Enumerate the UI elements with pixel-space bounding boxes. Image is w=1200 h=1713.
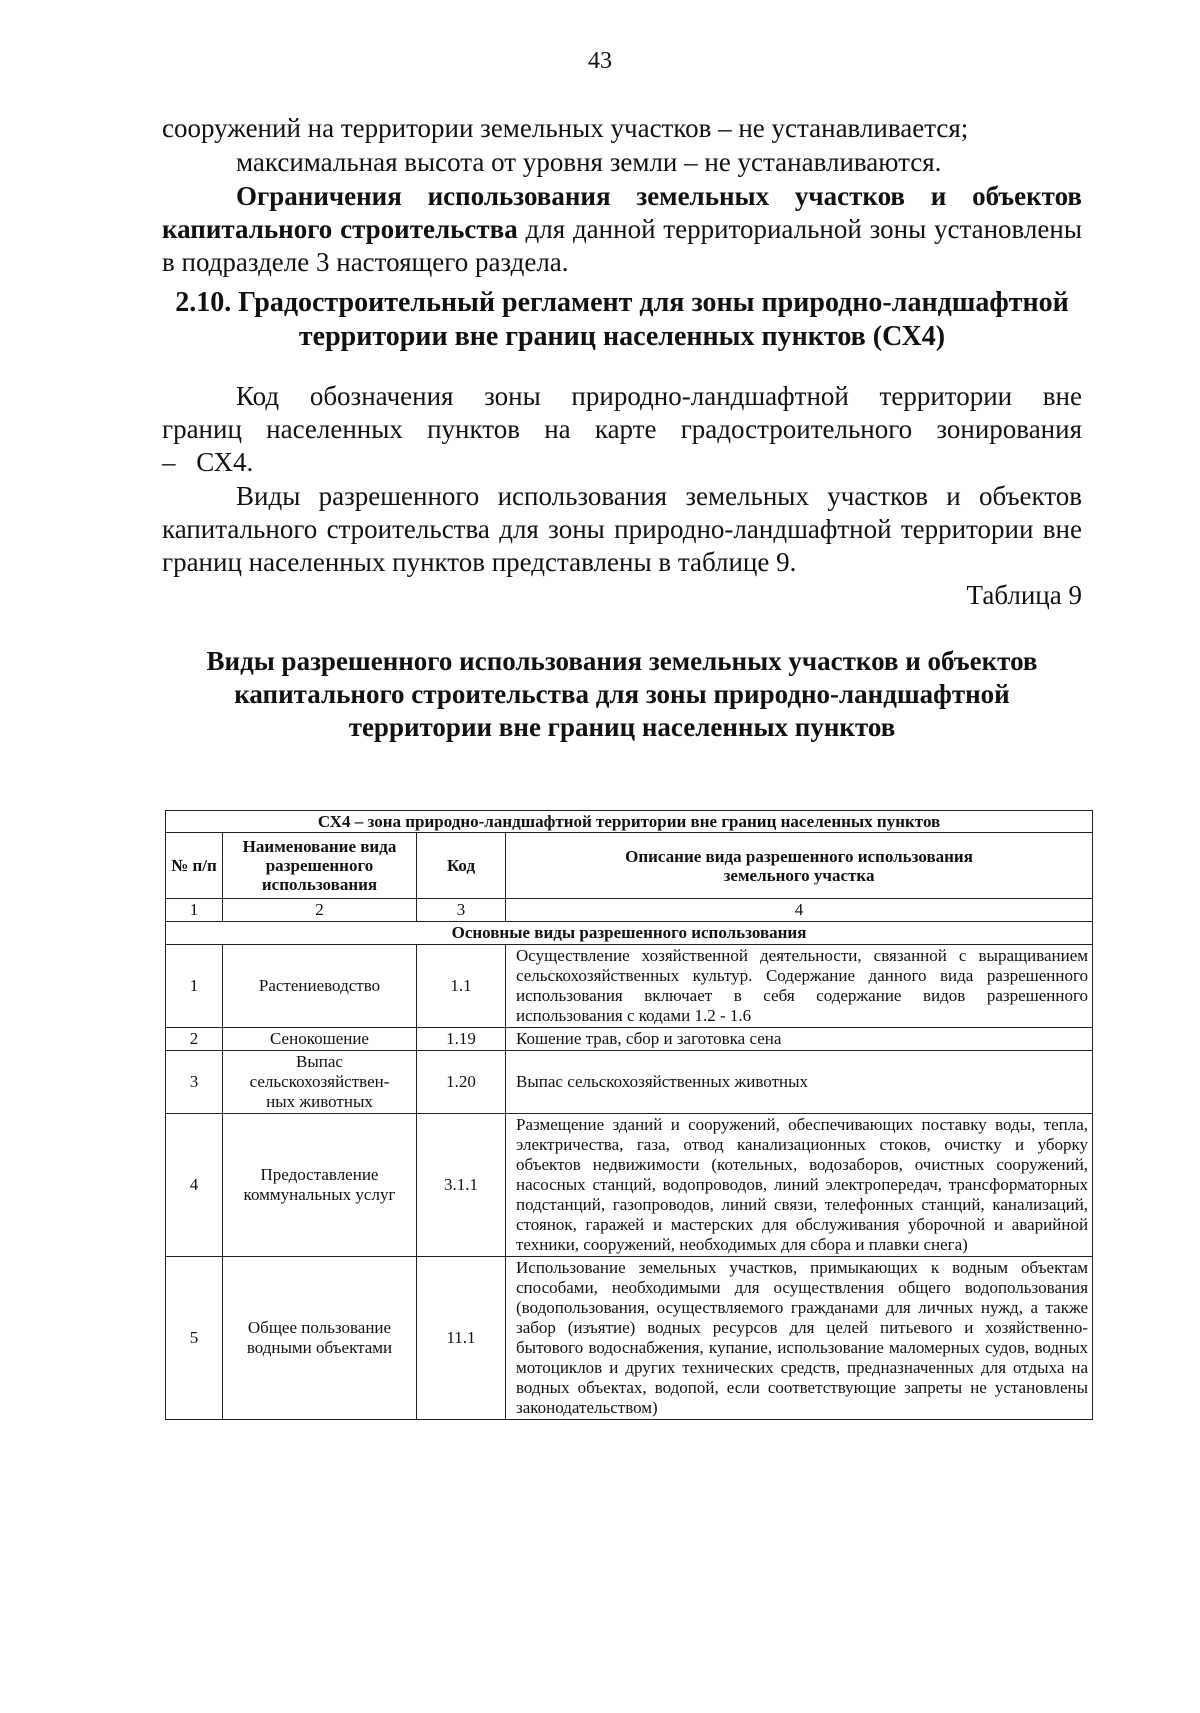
table-header-row bbox=[166, 833, 1093, 899]
col-number: 4 bbox=[506, 899, 1093, 922]
header-desc: Описание вида разрешенного использования земельного участка bbox=[506, 833, 1093, 899]
row-num: 3 bbox=[166, 1051, 223, 1114]
row-num: 5 bbox=[166, 1257, 223, 1420]
row-code: 11.1 bbox=[417, 1257, 506, 1420]
intro-line-1: сооружений на территории земельных участков – не устанавливается; bbox=[162, 113, 969, 143]
col-number: 3 bbox=[417, 899, 506, 922]
row-name: Растениеводство bbox=[223, 945, 417, 1028]
table-row bbox=[166, 1257, 1093, 1420]
row-code: 3.1.1 bbox=[417, 1114, 506, 1257]
table-row bbox=[166, 1028, 1093, 1051]
col-number: 1 bbox=[166, 899, 223, 922]
section-row-label: Основные виды разрешенного использования bbox=[166, 922, 1093, 945]
section-heading-line-2: территории вне границ населенных пунктов (СХ4) bbox=[298, 321, 946, 352]
table-row bbox=[166, 1114, 1093, 1257]
row-desc: Осуществление хозяйственной деятельности, связанной с выращиванием сельскохозяйственных культур. Содержание данного вида разрешенного использования включает в себя содержание видов разрешенного использования с кодами 1.2 - 1.6 bbox=[506, 945, 1093, 1028]
zone-code-paragraph: Код обозначения зоны природно-ландшафтной территории вне границ населенных пунктов на карте градостроительного зонирования – СХ4. bbox=[162, 381, 1082, 477]
row-name: Общее пользование водными объектами bbox=[223, 1257, 417, 1420]
section-heading-line-1: 2.10. Градостроительный регламент для зоны природно-ландшафтной bbox=[175, 287, 1069, 318]
table-title: Виды разрешенного использования земельных участков и объектов капитального строительства для зоны природно-ландшафтной территории вне границ населенных пунктов bbox=[206, 646, 1038, 742]
page-number: 43 bbox=[588, 48, 612, 74]
restrictions-bold-text: Ограничения использования земельных участков и объектов капитального строительства bbox=[162, 181, 1082, 244]
table-row bbox=[166, 945, 1093, 1028]
row-num: 1 bbox=[166, 945, 223, 1028]
column-number-row bbox=[166, 899, 1093, 922]
row-num: 4 bbox=[166, 1114, 223, 1257]
table-caption: СХ4 – зона природно-ландшафтной территории вне границ населенных пунктов bbox=[166, 811, 1093, 833]
col-number: 2 bbox=[223, 899, 417, 922]
row-code: 1.1 bbox=[417, 945, 506, 1028]
section-heading bbox=[162, 286, 1082, 354]
regulation-table bbox=[165, 810, 1093, 1420]
header-num: № п/п bbox=[166, 833, 223, 899]
row-desc: Кошение трав, сбор и заготовка сена bbox=[506, 1028, 1093, 1051]
row-name: Выпас сельскохозяйствен-ных животных bbox=[223, 1051, 417, 1114]
restrictions-text: для данной территориальной зоны установлены в подразделе 3 настоящего раздела. bbox=[162, 214, 1082, 277]
table-caption-row bbox=[166, 811, 1093, 833]
row-desc: Размещение зданий и сооружений, обеспечивающих поставку воды, тепла, электричества, газа, отвод канализационных стоков, очистку и уборку объектов недвижимости (котельных, водозаборов, очистных сооружений, насосных станций, водопроводов, линий электропередач, трансформаторных подстанций, газопроводов, линий связи, телефонных станций, канализаций, стоянок, гаражей и мастерских для обслуживания уборочной и аварийной техники, сооружений, необходимых для сбора и плавки снега) bbox=[506, 1114, 1093, 1257]
row-code: 1.20 bbox=[417, 1051, 506, 1114]
table-label: Таблица 9 bbox=[966, 580, 1082, 610]
row-num: 2 bbox=[166, 1028, 223, 1051]
restrictions-paragraph bbox=[162, 180, 1082, 279]
intro-line-2: максимальная высота от уровня земли – не устанавливаются. bbox=[236, 147, 942, 177]
row-code: 1.19 bbox=[417, 1028, 506, 1051]
header-code: Код bbox=[417, 833, 506, 899]
permitted-uses-paragraph: Виды разрешенного использования земельных участков и объектов капитального строительства для зоны природно-ландшафтной территории вне границ населенных пунктов представлены в таблице 9. bbox=[162, 481, 1082, 577]
row-name: Предоставление коммунальных услуг bbox=[223, 1114, 417, 1257]
row-desc: Выпас сельскохозяйственных животных bbox=[506, 1051, 1093, 1114]
table-row bbox=[166, 1051, 1093, 1114]
row-name: Сенокошение bbox=[223, 1028, 417, 1051]
header-name: Наименование вида разрешенного использования bbox=[223, 833, 417, 899]
row-desc: Использование земельных участков, примыкающих к водным объектам способами, необходимыми для осуществления общего водопользования (водопользования, осуществляемого гражданами для личных нужд, а также забор (изъятие) водных ресурсов для целей питьевого и хозяйственно-бытового водоснабжения, купание, использование маломерных судов, водных мотоциклов и других технических средств, предназначенных для отдыха на водных объектах, водопой, если соответствующие запреты не установлены законодательством) bbox=[506, 1257, 1093, 1420]
section-row bbox=[166, 922, 1093, 945]
